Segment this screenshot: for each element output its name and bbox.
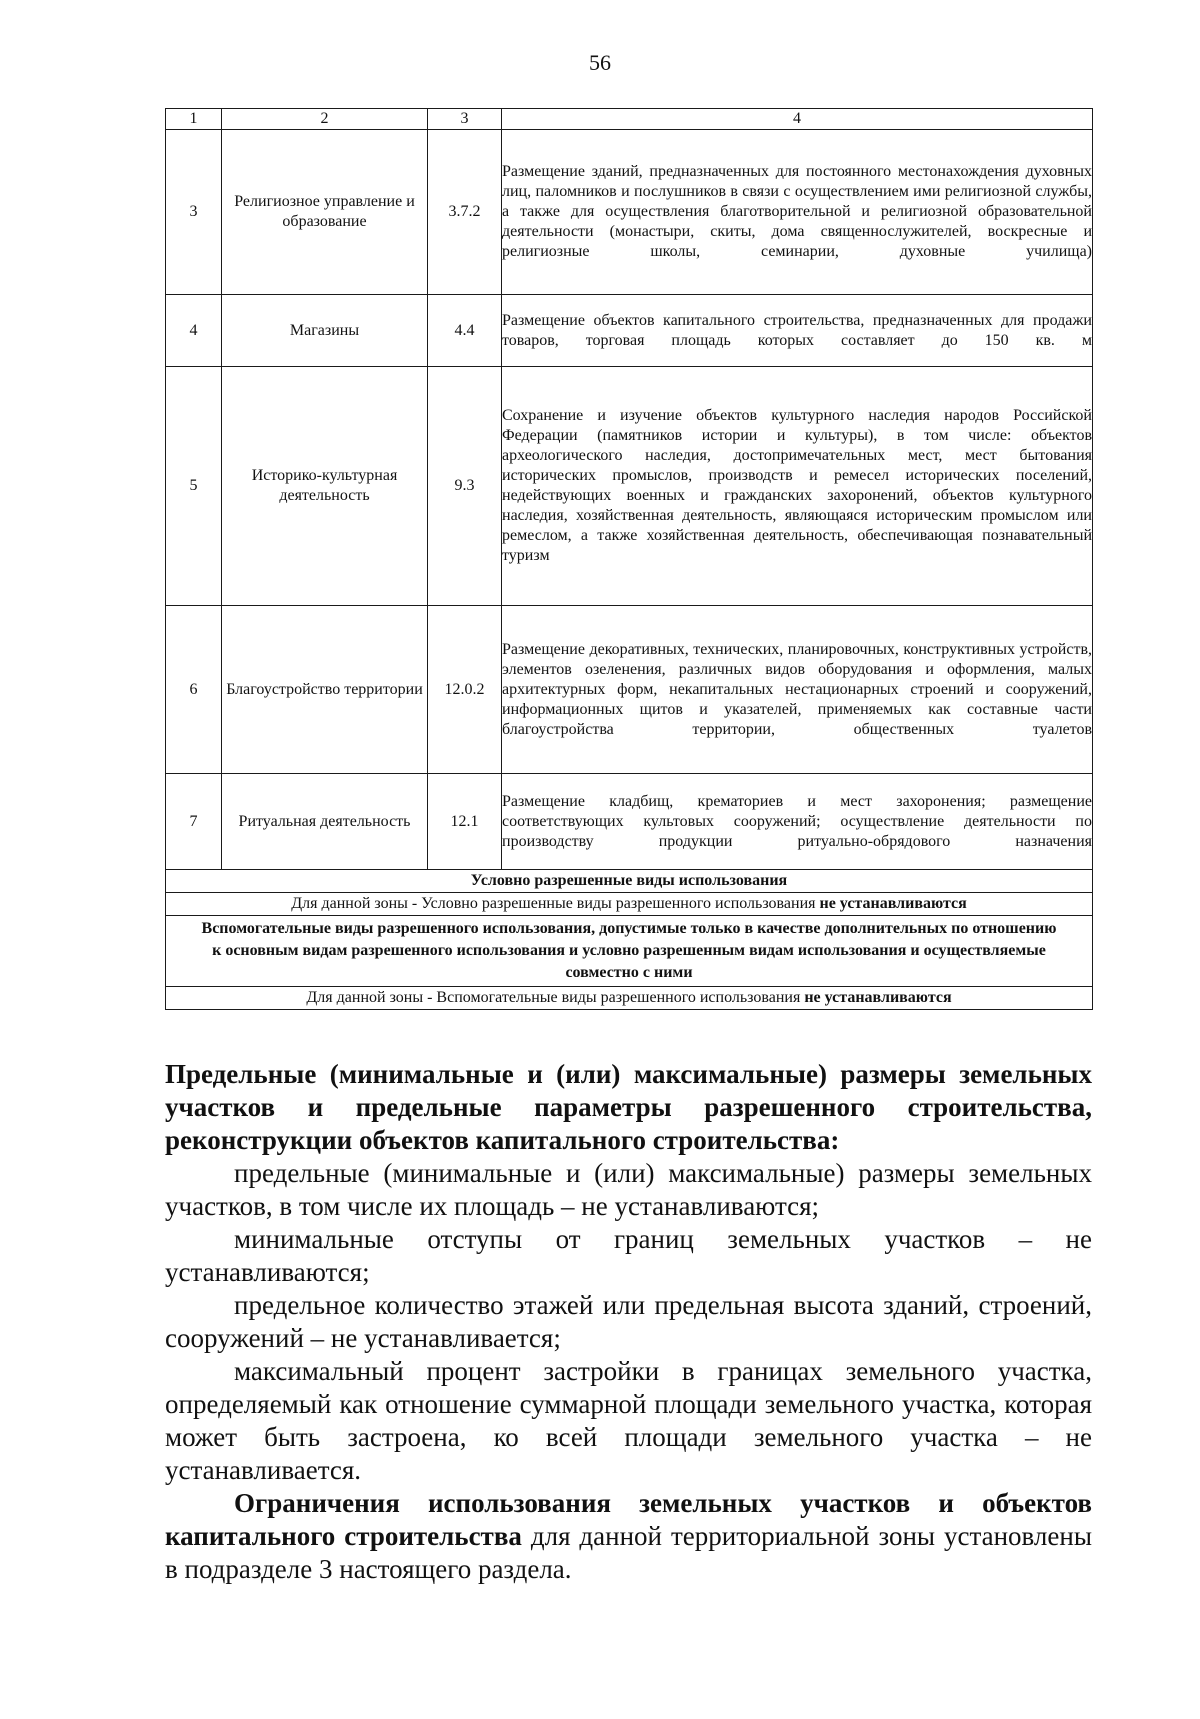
restrictions-rest: для данной территориальной зоны установлены в подразделе 3 настоящего раздела. (165, 1521, 1092, 1584)
row-number: 7 (166, 774, 222, 870)
use-type-description: Размещение кладбищ, крематориев и мест захоронения; размещение соответствующих культовых сооружений; осуществление деятельности по производству продукции ритуально-обрядового назначения (502, 774, 1093, 870)
section-row (166, 893, 1093, 916)
row-number: 6 (166, 606, 222, 774)
table-row (166, 130, 1093, 295)
use-type-description: Размещение декоративных, технических, планировочных, конструктивных устройств, элементов озеленения, различных видов оборудования и оформления, малых архитектурных форм, некапитальных нестационарных строений и сооружений, информационных щитов и указателей, применяемых как составные части благоустройства территории, общественных туалетов (502, 606, 1093, 774)
page-number: 56 (589, 50, 611, 75)
row-number: 3 (166, 130, 222, 295)
header-cell: 2 (222, 109, 428, 130)
restrictions-bold: Ограничения использования земельных участков и объектов капитального строительства (165, 1488, 1092, 1551)
parameter-item: максимальный процент застройки в границах земельного участка, определяемый как отношение суммарной площади земельного участка, которая может быть застроена, ко всей площади земельного участка – не устанавливается. (165, 1356, 1092, 1485)
table-header-row (166, 109, 1093, 130)
header-cell: 4 (502, 109, 1093, 130)
use-type-code: 12.1 (428, 774, 502, 870)
use-type-name: Благоустройство территории (222, 606, 428, 774)
row-number: 4 (166, 295, 222, 367)
header-cell: 3 (428, 109, 502, 130)
note-emphasis: не устанавливаются (819, 895, 967, 912)
use-type-description: Размещение объектов капитального строительства, предназначенных для продажи товаров, торговая площадь которых составляет до 150 кв. м (502, 295, 1093, 367)
parameter-item: минимальные отступы от границ земельных участков – не устанавливаются; (165, 1224, 1092, 1287)
note-text: Для данной зоны - Вспомогательные виды разрешенного использования (306, 989, 805, 1006)
row-number: 5 (166, 367, 222, 606)
use-type-description: Сохранение и изучение объектов культурного наследия народов Российской Федерации (памятников истории и культуры), в том числе: объектов археологического наследия, достопримечательных мест, мест бытования исторических промыслов, производств и ремесел исторических поселений, недействующих военных и гражданских захоронений, объектов культурного наследия, хозяйственная деятельность, являющаяся историческим промыслом или ремеслом, а также хозяйственная деятельность, обеспечивающая познавательный туризм (502, 367, 1093, 606)
header-cell: 1 (166, 109, 222, 130)
parameters-heading: Предельные (минимальные и (или) максимальные) размеры земельных участков и предельные параметры разрешенного строительства, реконструкции объектов капитального строительства: (165, 1059, 1092, 1155)
table-row (166, 774, 1093, 870)
use-type-name: Историко-культурная деятельность (222, 367, 428, 606)
note-text: Для данной зоны - Условно разрешенные виды разрешенного использования (291, 895, 820, 912)
table-row (166, 367, 1093, 606)
restrictions-paragraph (165, 1487, 1092, 1586)
auxiliary-uses-note (166, 987, 1093, 1010)
use-type-code: 3.7.2 (428, 130, 502, 295)
use-type-code: 9.3 (428, 367, 502, 606)
use-type-name: Магазины (222, 295, 428, 367)
conditional-uses-note (166, 893, 1093, 916)
use-type-code: 12.0.2 (428, 606, 502, 774)
conditional-uses-heading: Условно разрешенные виды использования (166, 870, 1093, 893)
section-row (166, 870, 1093, 893)
use-type-code: 4.4 (428, 295, 502, 367)
parameter-item: предельное количество этажей или предельная высота зданий, строений, сооружений – не устанавливается; (165, 1290, 1092, 1353)
body-text (165, 1058, 1092, 1586)
note-emphasis: не устанавливаются (804, 989, 952, 1006)
parameter-item: предельные (минимальные и (или) максимальные) размеры земельных участков, в том числе их площадь – не устанавливаются; (165, 1158, 1092, 1221)
land-use-table (165, 108, 1093, 1010)
auxiliary-uses-heading: Вспомогательные виды разрешенного использования, допустимые только в качестве дополнительных по отношению к основным видам разрешенного использования и условно разрешенным видам использования и осуществляемые совместно с ними (166, 916, 1093, 987)
table-row (166, 606, 1093, 774)
table-row (166, 295, 1093, 367)
use-type-description: Размещение зданий, предназначенных для постоянного местонахождения духовных лиц, паломников и послушников в связи с осуществлением ими религиозной службы, а также для осуществления благотворительной и религиозной образовательной деятельности (монастыри, скиты, дома священнослужителей, воскресные и религиозные школы, семинарии, духовные училища) (502, 130, 1093, 295)
use-type-name: Религиозное управление и образование (222, 130, 428, 295)
use-type-name: Ритуальная деятельность (222, 774, 428, 870)
section-row (166, 916, 1093, 987)
section-row (166, 987, 1093, 1010)
